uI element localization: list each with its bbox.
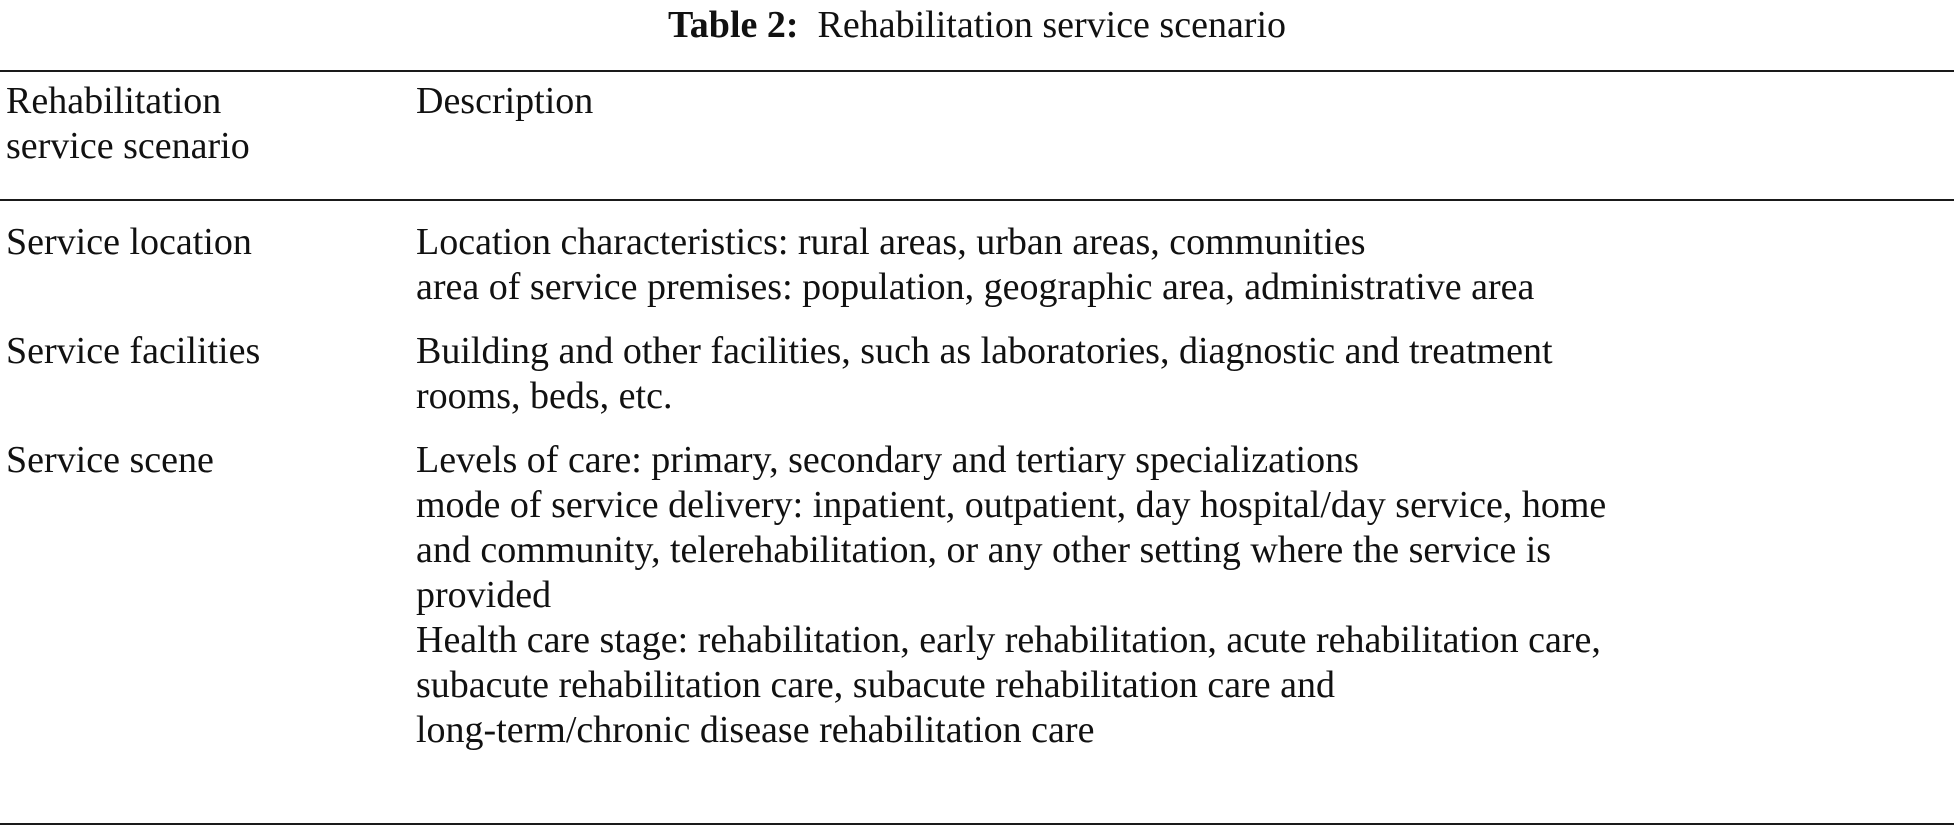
description-line: and community, telerehabilitation, or any other setting where the service is <box>416 529 1552 571</box>
caption-label: Table 2: <box>667 4 799 46</box>
row-scenario <box>6 329 260 374</box>
row-description <box>416 329 1553 419</box>
row-scenario <box>6 220 252 265</box>
row-scenario <box>6 438 214 483</box>
header-rule <box>0 199 1954 201</box>
description-line: Levels of care: primary, secondary and tertiary specializations <box>416 439 1359 481</box>
description-line: long-term/chronic disease rehabilitation care <box>416 709 1095 751</box>
caption-title: Rehabilitation service scenario <box>817 4 1287 46</box>
description-line: Location characteristics: rural areas, urban areas, communities <box>416 221 1366 263</box>
row-description <box>416 220 1534 310</box>
description-line: mode of service delivery: inpatient, outpatient, day hospital/day service, home <box>416 484 1607 526</box>
header-description <box>416 79 593 124</box>
table-caption <box>0 0 1954 50</box>
description-line: rooms, beds, etc. <box>416 375 673 417</box>
scenario-text: Service facilities <box>6 330 261 372</box>
top-rule <box>0 70 1954 72</box>
bottom-rule <box>0 823 1954 825</box>
header-scenario-line: service scenario <box>6 125 250 167</box>
header-scenario <box>6 79 250 169</box>
description-line: Health care stage: rehabilitation, early rehabilitation, acute rehabilitation care, <box>416 619 1601 661</box>
scenario-text: Service location <box>6 221 252 263</box>
description-line: area of service premises: population, geographic area, administrative area <box>416 266 1535 308</box>
row-description <box>416 438 1606 753</box>
scenario-text: Service scene <box>6 439 214 481</box>
description-line: provided <box>416 574 552 616</box>
description-line: Building and other facilities, such as laboratories, diagnostic and treatment <box>416 330 1553 372</box>
header-scenario-line: Rehabilitation <box>6 80 222 122</box>
description-line: subacute rehabilitation care, subacute rehabilitation care and <box>416 664 1335 706</box>
header-description-label: Description <box>416 80 594 122</box>
